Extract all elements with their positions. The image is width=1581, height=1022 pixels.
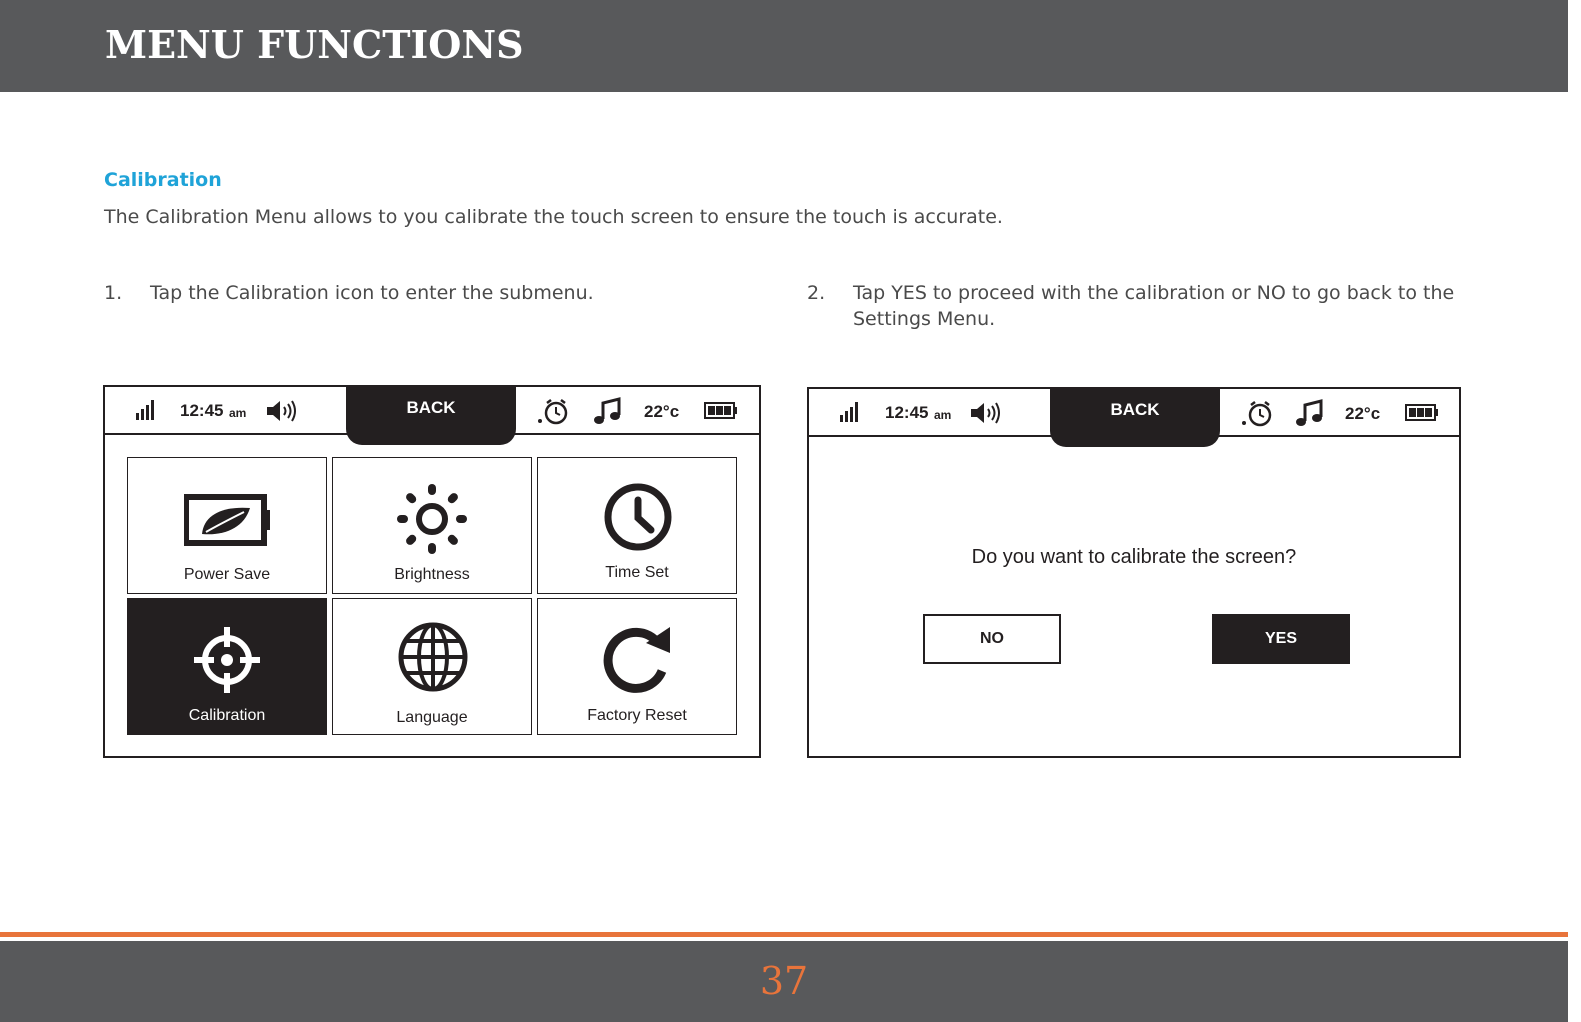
- no-button[interactable]: NO: [923, 614, 1061, 664]
- step-number: 1.: [104, 282, 123, 304]
- footer-divider: [0, 932, 1568, 937]
- yes-button[interactable]: YES: [1212, 614, 1350, 664]
- status-time: 12:45: [180, 401, 224, 420]
- step-text-line-1: Tap YES to proceed with the calibration or NO to go back to the: [853, 282, 1455, 304]
- section-title: Calibration: [104, 169, 222, 191]
- music-icon[interactable]: [593, 397, 623, 427]
- crosshair-icon: [192, 625, 262, 695]
- battery-icon: [704, 401, 738, 421]
- tile-brightness[interactable]: [332, 457, 532, 594]
- page-title: MENU FUNCTIONS: [105, 22, 524, 67]
- status-temperature: 22°c: [644, 402, 680, 421]
- tile-label: Calibration: [188, 707, 266, 724]
- tile-time-set[interactable]: [537, 457, 737, 594]
- music-icon[interactable]: [1295, 399, 1325, 429]
- tile-label: Language: [396, 709, 468, 726]
- device-screen-calibration-dialog: [807, 387, 1461, 758]
- power-save-icon: [184, 494, 272, 550]
- tile-factory-reset[interactable]: [537, 598, 737, 735]
- step-text: Tap the Calibration icon to enter the submenu.: [150, 282, 594, 304]
- status-bar: [105, 387, 759, 435]
- tile-label: Factory Reset: [587, 707, 687, 724]
- clock-icon: [603, 482, 673, 552]
- tile-label: Brightness: [394, 566, 470, 583]
- tile-language[interactable]: [332, 598, 532, 735]
- step-2: [807, 280, 1507, 336]
- reset-icon: [602, 623, 674, 695]
- status-ampm: am: [934, 408, 952, 422]
- back-button[interactable]: BACK: [1050, 387, 1220, 447]
- volume-icon[interactable]: [265, 399, 297, 423]
- battery-icon: [1405, 403, 1439, 423]
- step-number: 2.: [807, 282, 826, 304]
- status-temperature: 22°c: [1345, 404, 1381, 423]
- signal-icon: [135, 399, 157, 421]
- tile-calibration[interactable]: [127, 598, 327, 735]
- back-button[interactable]: BACK: [346, 385, 516, 445]
- alarm-icon[interactable]: [537, 397, 571, 427]
- device-screen-settings: [103, 385, 761, 758]
- status-bar: [809, 389, 1459, 437]
- page-header: [0, 0, 1568, 92]
- step-1: [104, 280, 744, 310]
- globe-icon: [397, 621, 469, 693]
- status-time: 12:45: [885, 403, 929, 422]
- alarm-icon[interactable]: [1241, 399, 1275, 429]
- volume-icon[interactable]: [969, 401, 1001, 425]
- page-number: 37: [759, 959, 809, 1003]
- signal-icon: [839, 401, 861, 423]
- step-text-line-2: Settings Menu.: [853, 308, 996, 330]
- page-footer: [0, 941, 1568, 1022]
- tile-label: Power Save: [183, 566, 271, 583]
- tile-label: Time Set: [605, 564, 669, 581]
- status-ampm: am: [229, 406, 247, 420]
- dialog-question: Do you want to calibrate the screen?: [971, 546, 1297, 568]
- section-intro: The Calibration Menu allows to you calibrate the touch screen to ensure the touch is accurate.: [104, 206, 1003, 228]
- brightness-icon: [397, 484, 467, 554]
- tile-power-save[interactable]: [127, 457, 327, 594]
